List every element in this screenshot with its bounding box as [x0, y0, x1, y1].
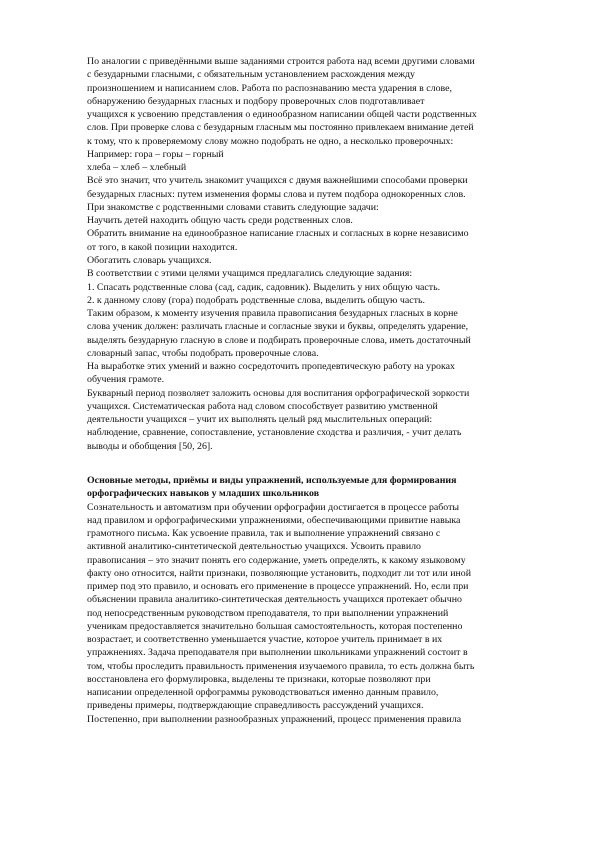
text-line: объяснении правила аналитико-синтетическая деятельность учащихся протекает обычно — [87, 594, 462, 606]
text-line: На выработке этих умений и важно сосредоточить пропедевтическую работу на уроках — [87, 361, 455, 373]
text-line: Постепенно, при выполнении разнообразных упражнений, процесс применения правила — [87, 713, 462, 725]
text-line: произношением и написанием слов. Работа по распознаванию места ударения в слове, — [87, 82, 453, 94]
text-line: В соответствии с этими целями учащимся предлагались следующие задания: — [87, 268, 413, 280]
text-line: к тому, что к проверяемому слову можно подобрать не одно, а несколько проверочных: — [87, 135, 454, 147]
text-line: грамотного письма. Как усвоение правила, так и выполнение упражнений связано с — [87, 528, 441, 540]
text-line: учащихся. Систематическая работа над словом способствует развитию умственной — [87, 400, 438, 412]
text-line: пример под это правило, и основать его применение в процессе упражнений. Но, если при — [87, 581, 469, 593]
section-heading — [87, 474, 557, 501]
heading-line: орфографических навыков у младших школьников — [87, 488, 320, 500]
paragraph-conscious-automatism — [87, 501, 557, 727]
text-line: выводы и обобщения [50, 26]. — [87, 440, 213, 452]
text-line: Обогатить словарь учащихся. — [87, 254, 212, 266]
heading-line: Основные методы, приёмы и виды упражнений, используемые для формирования — [87, 474, 457, 486]
text-line: словарный запас, чтобы подобрать проверочные слова. — [87, 347, 319, 359]
text-line: под непосредственным руководством преподавателя, то при выполнении упражнений — [87, 607, 449, 619]
text-line: При знакомстве с родственными словами ставить следующие задачи: — [87, 201, 379, 213]
paragraph-methods-intro — [87, 55, 557, 453]
text-line: 1. Спасать родственные слова (сад, садик, садовник). Выделить у них общую часть. — [87, 281, 441, 293]
text-line: возрастает, и соответственно уменьшается участие, которое учитель принимает в их — [87, 634, 443, 646]
text-line: безударных гласных: путем изменения формы слова и путем подбора однокоренных слов. — [87, 188, 466, 200]
text-line: над правилом и орфографическими упражнениями, обеспечивающими привитие навыка — [87, 514, 461, 526]
text-line: Всё это значит, что учитель знакомит учащихся с двумя важнейшими способами проверки — [87, 175, 468, 187]
text-line: Таким образом, к моменту изучения правила правописания безударных гласных в корне — [87, 308, 458, 320]
text-line: наблюдение, сравнение, сопоставление, установление сходства и различия, - учит делать — [87, 427, 462, 439]
text-line: восстановлена его формулировка, выделены те признаки, которые позволяют при — [87, 673, 431, 685]
text-line: Научить детей находить общую часть среди родственных слов. — [87, 215, 353, 227]
text-line: учащихся к усвоению представления о единообразном написании общей части родственных — [87, 109, 477, 121]
text-line: упражнениях. Задача преподавателя при выполнении школьниками упражнений состоит в — [87, 647, 468, 659]
text-line: деятельности учащихся – учит их выполнять целый ряд мыслительных операций: — [87, 414, 433, 426]
text-line: Обратить внимание на единообразное написание гласных и согласных в корне независимо — [87, 228, 469, 240]
text-line: правописания – это значит понять его содержание, уметь определять, к какому языковому — [87, 554, 466, 566]
text-line: с безударными гласными, с обязательным установлением расхождения между — [87, 69, 415, 81]
text-line: факту оно относится, найти признаки, позволяющие установить, подходит ли тот или иной — [87, 567, 472, 579]
section-gap — [87, 453, 557, 474]
text-line: Например: гора – горы – горный — [87, 148, 224, 160]
text-line: выделять безударную гласную в слове и подбирать проверочные слова, иметь достаточный — [87, 334, 471, 346]
text-line: По аналогии с приведёнными выше заданиями строится работа над всеми другими словами — [87, 56, 475, 67]
text-line: слов. При проверке слова с безударным гласным мы постоянно привлекаем внимание детей — [87, 122, 474, 134]
text-line: 2. к данному слову (гора) подобрать родственные слова, выделить общую часть. — [87, 294, 425, 306]
text-line: от того, в какой позиции находится. — [87, 241, 238, 253]
text-line: активной аналитико-синтетической деятельностью учащихся. Усвоить правило — [87, 541, 421, 553]
text-line: обнаружению безударных гласных и подбору проверочных слов подготавливает — [87, 95, 425, 107]
text-line: хлеба – хлеб – хлебный — [87, 162, 187, 174]
document-body — [87, 55, 557, 726]
text-line: приведены примеры, подтверждающие справедливость рассуждений учащихся. — [87, 700, 424, 712]
text-line: том, чтобы проследить правильность применения изучаемого правила, то есть должна быть — [87, 660, 475, 672]
text-line: обучения грамоте. — [87, 374, 165, 386]
text-line: слова ученик должен: различать гласные и согласные звуки и буквы, определять ударение, — [87, 321, 469, 333]
text-line: написании определенной орфограммы руководствоваться именно данным правило, — [87, 687, 439, 699]
text-line: ученикам предоставляется значительно большая самостоятельность, которая постепенно — [87, 620, 463, 632]
text-line: Сознательность и автоматизм при обучении орфографии достигается в процессе работы — [87, 501, 460, 513]
text-line: Букварный период позволяет заложить основы для воспитания орфографической зоркости — [87, 387, 470, 399]
